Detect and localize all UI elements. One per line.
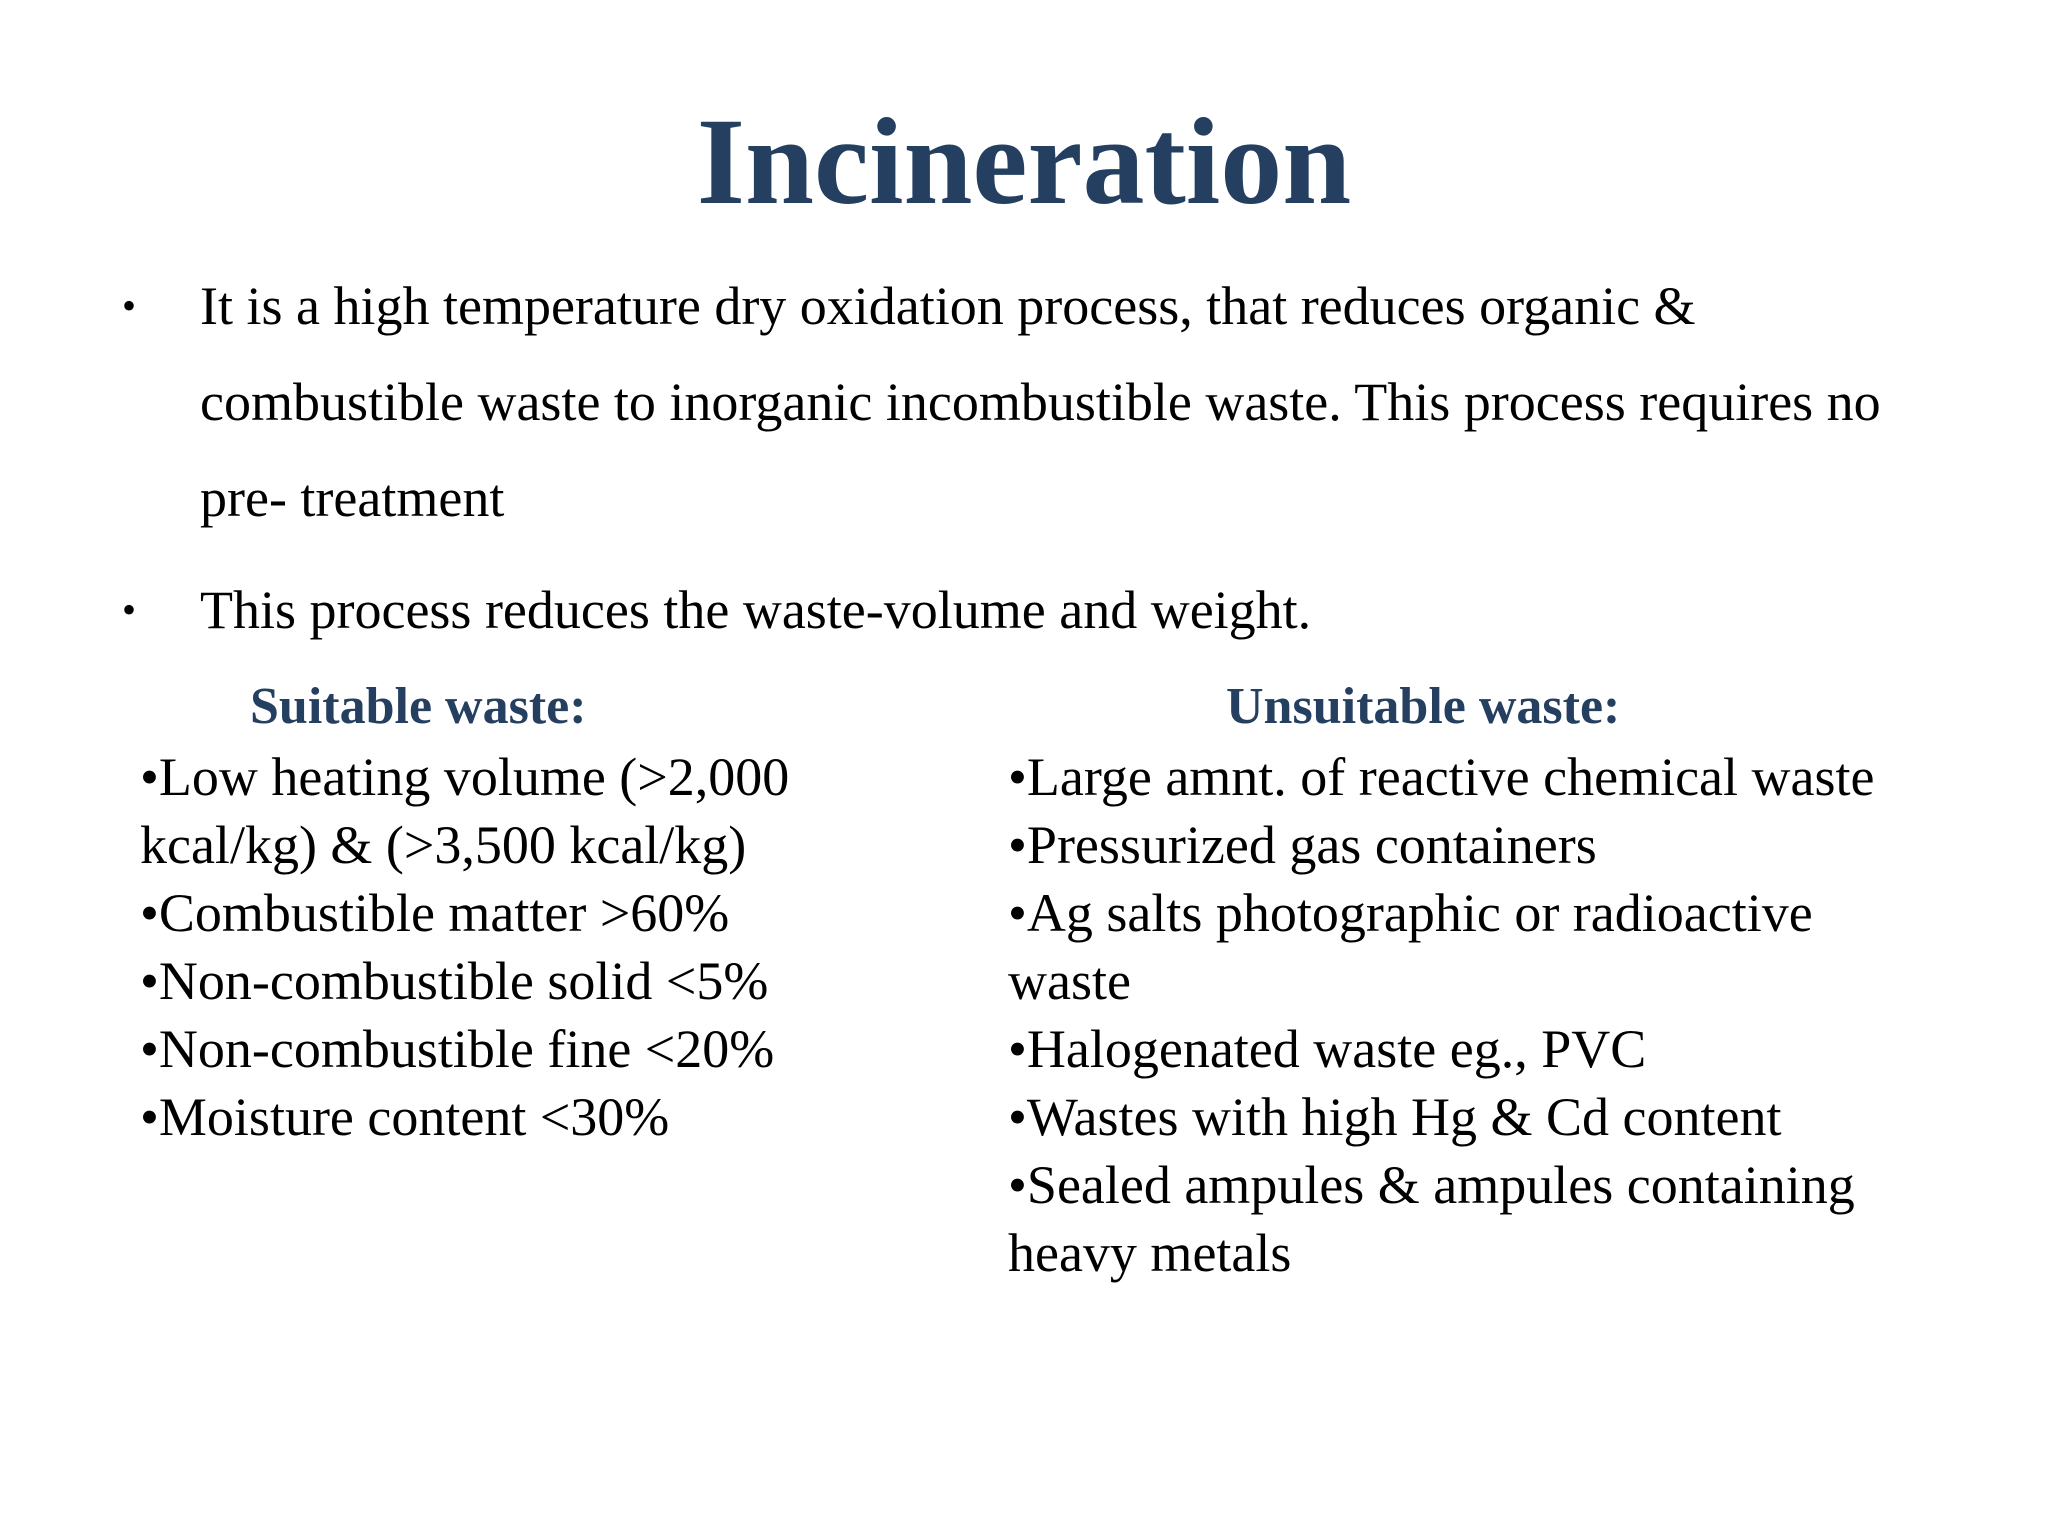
unsuitable-waste-item: •Halogenated waste eg., PVC [1008,1019,1647,1079]
suitable-waste-item: •Non-combustible solid <5% [140,951,769,1011]
bullet-text: It is a high temperature dry oxidation process, that reduces organic & combustible waste to inorganic incombustible waste. This process requires no pre- treatment [200,276,1881,528]
bullet-marker: • [122,587,137,632]
suitable-waste-heading: Suitable waste: [250,678,587,735]
slide-title: Incineration [696,93,1352,230]
unsuitable-waste-column [1008,675,1928,1287]
suitable-waste-item: •Low heating volume (>2,000 kcal/kg) & (>3,500 kcal/kg) [140,747,790,875]
main-bullet-list [118,258,1938,674]
unsuitable-waste-heading: Unsuitable waste: [1226,678,1621,735]
suitable-waste-column [140,675,900,1151]
bullet-text: This process reduces the waste-volume and weight. [200,580,1312,640]
suitable-waste-item: •Non-combustible fine <20% [140,1019,775,1079]
unsuitable-waste-item: •Ag salts photographic or radioactive waste [1008,883,1813,1011]
bullet-marker: • [122,283,137,328]
bullet-item-process-description [118,258,1938,546]
suitable-waste-item: •Moisture content <30% [140,1087,670,1147]
bullet-item-volume-reduction [118,562,1938,658]
unsuitable-waste-item: •Wastes with high Hg & Cd content [1008,1087,1782,1147]
suitable-waste-item: •Combustible matter >60% [140,883,730,943]
unsuitable-waste-list [1008,743,1928,1287]
unsuitable-waste-item: •Pressurized gas containers [1008,815,1597,875]
suitable-waste-list [140,743,900,1151]
unsuitable-waste-item: •Sealed ampules & ampules containing heavy metals [1008,1155,1855,1283]
unsuitable-waste-item: •Large amnt. of reactive chemical waste [1008,747,1875,807]
